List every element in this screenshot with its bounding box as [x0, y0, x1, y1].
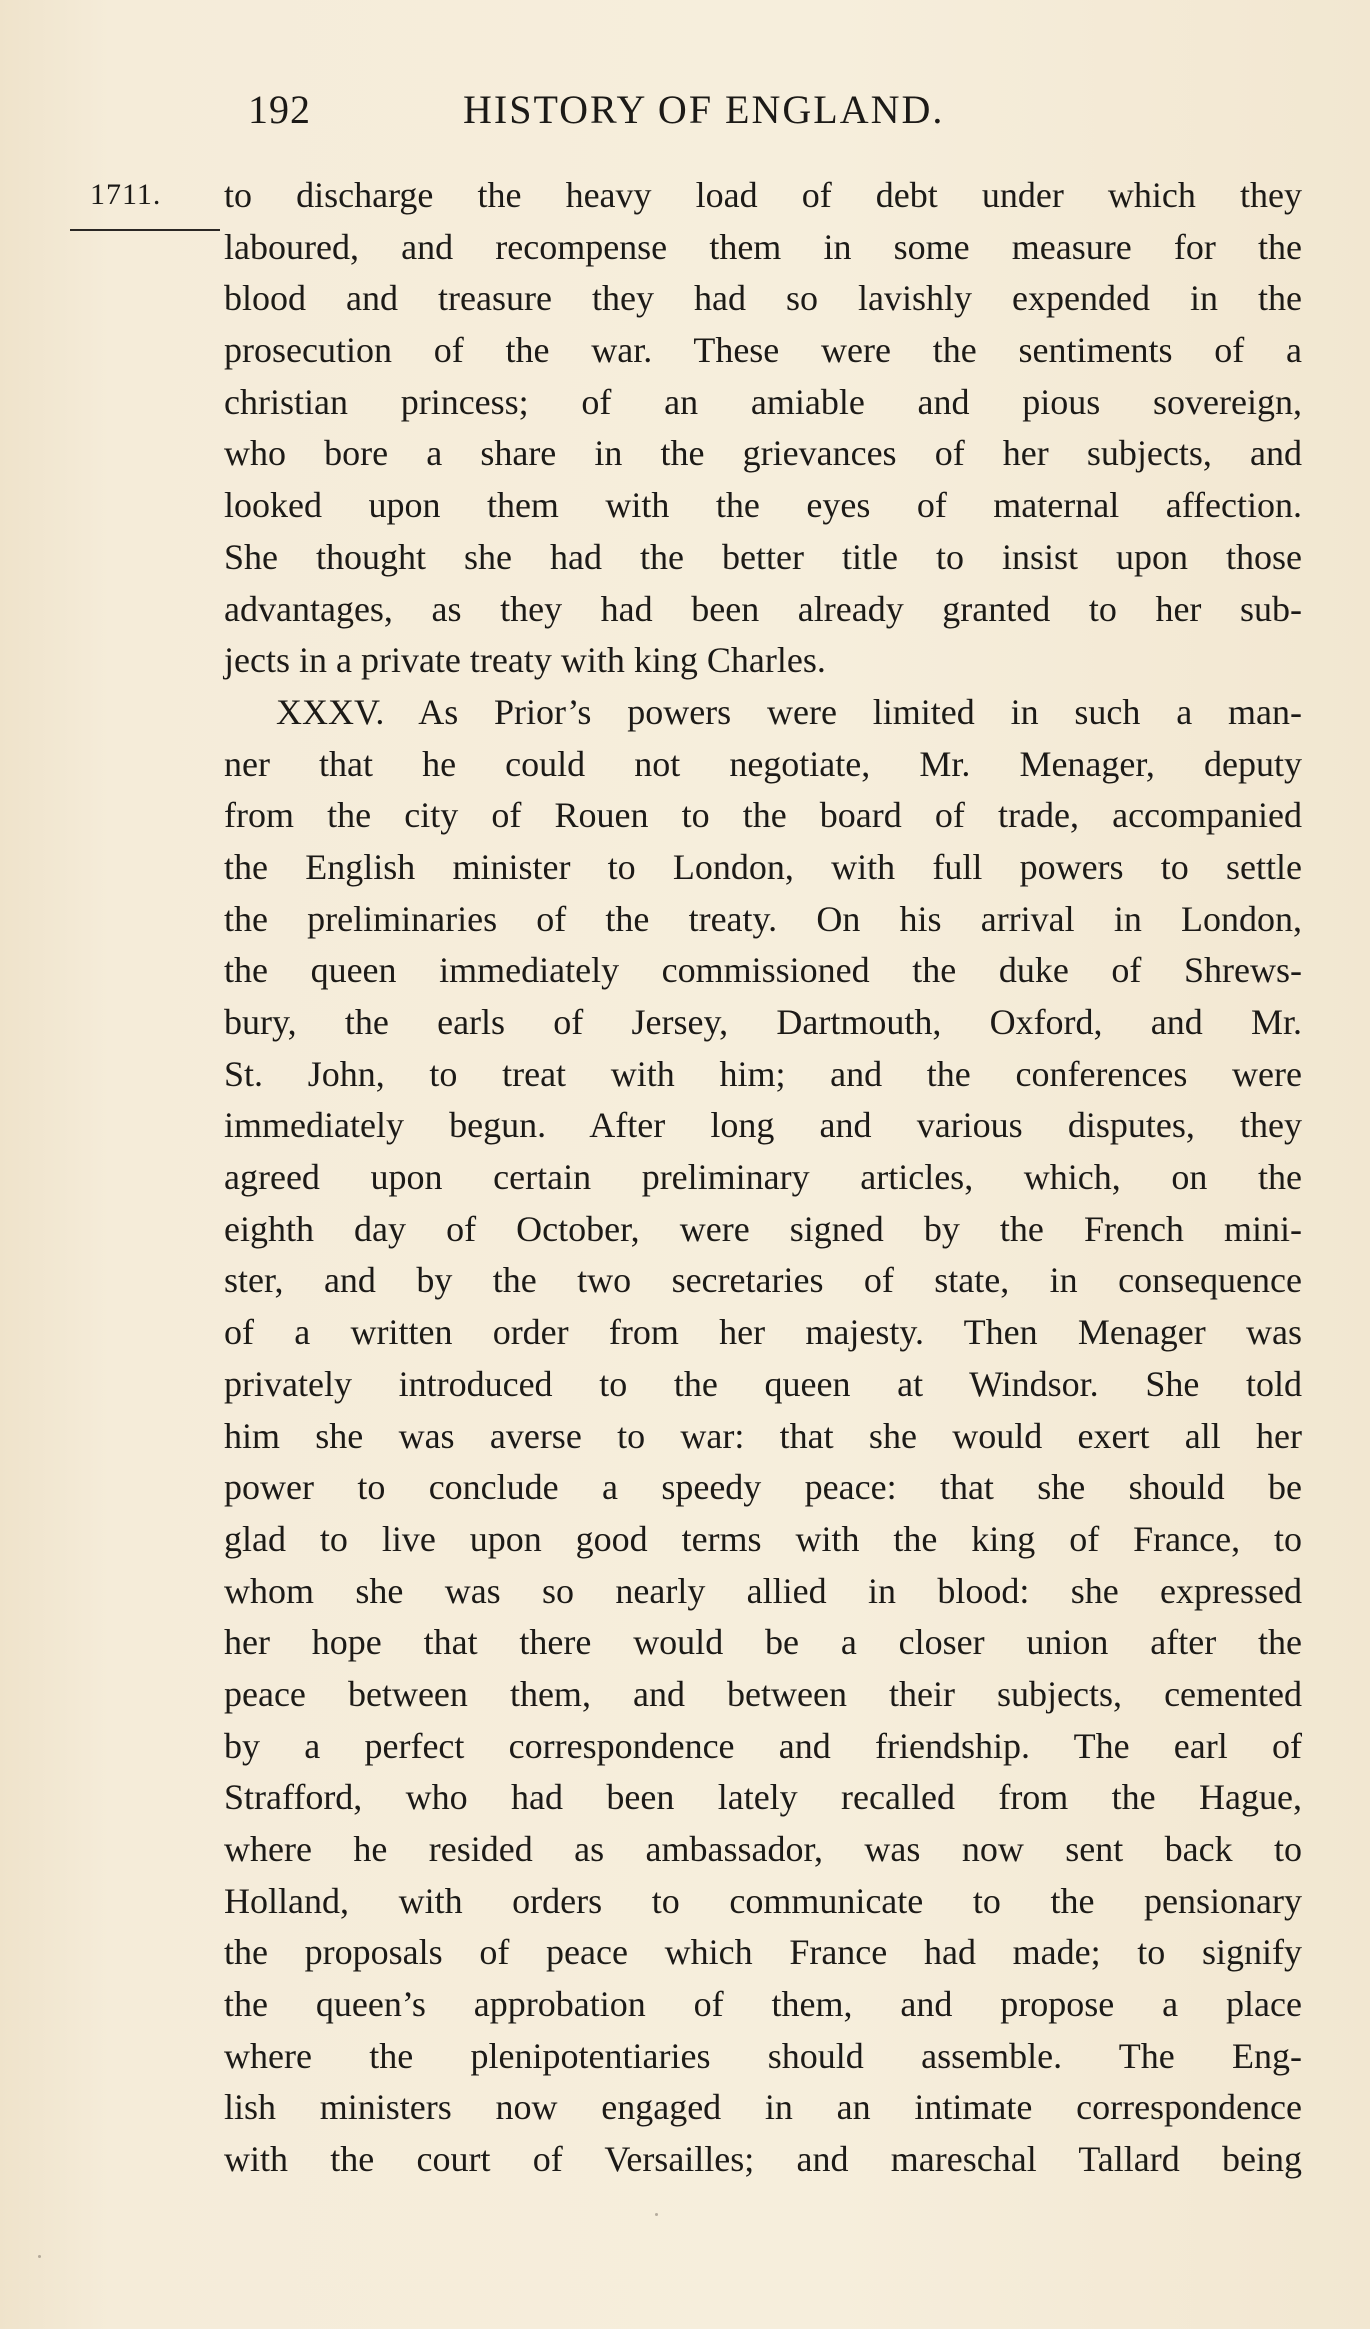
text-line: She thought she had the better title to insist upon those [224, 536, 1302, 577]
text-line: the queen immediately commissioned the duke of Shrews- [224, 950, 1302, 991]
body-text [224, 170, 1302, 2186]
text-line: St. John, to treat with him; and the conferences were [224, 1053, 1302, 1094]
text-line-section-start: XXXV. As Prior’s powers were limited in such a man- [276, 691, 1302, 732]
text-line: Holland, with orders to communicate to the pensionary [224, 1880, 1302, 1921]
text-line: with the court of Versailles; and mareschal Tallard being [224, 2139, 1302, 2180]
text-line: glad to live upon good terms with the king of France, to [224, 1518, 1302, 1559]
text-line: advantages, as they had been already granted to her sub- [224, 588, 1302, 629]
text-line: ner that he could not negotiate, Mr. Menager, deputy [224, 743, 1302, 784]
text-line: laboured, and recompense them in some measure for the [224, 226, 1302, 267]
page-number: 192 [248, 87, 311, 132]
text-line: ster, and by the two secretaries of state, in consequence [224, 1260, 1302, 1301]
text-line: where the plenipotentiaries should assemble. The Eng- [224, 2035, 1302, 2076]
text-line: looked upon them with the eyes of maternal affection. [224, 485, 1302, 526]
margin-rule [70, 229, 220, 231]
text-line: agreed upon certain preliminary articles, which, on the [224, 1157, 1302, 1198]
text-line: the preliminaries of the treaty. On his arrival in London, [224, 898, 1302, 939]
page-header [248, 86, 1073, 142]
text-line: by a perfect correspondence and friendship. The earl of [224, 1725, 1302, 1766]
text-line: christian princess; of an amiable and pious sovereign, [224, 381, 1302, 422]
text-line: eighth day of October, were signed by the French mini- [224, 1208, 1302, 1249]
text-line: peace between them, and between their subjects, cemented [224, 1673, 1302, 1714]
text-line: whom she was so nearly allied in blood: she expressed [224, 1570, 1302, 1611]
margin-year-note: 1711. [90, 178, 162, 211]
text-line: blood and treasure they had so lavishly expended in the [224, 278, 1302, 319]
text-line: of a written order from her majesty. Then Menager was [224, 1312, 1302, 1353]
text-line: bury, the earls of Jersey, Dartmouth, Oxford, and Mr. [224, 1002, 1302, 1042]
running-head-title: HISTORY OF ENGLAND. [463, 87, 945, 132]
text-line: from the city of Rouen to the board of trade, accompanied [224, 795, 1302, 836]
paper-speck [655, 2213, 658, 2216]
text-line: jects in a private treaty with king Charles. [224, 640, 826, 681]
text-line: him she was averse to war: that she would exert all her [224, 1415, 1302, 1456]
paper-speck [38, 2255, 41, 2258]
text-line: privately introduced to the queen at Windsor. She told [224, 1363, 1302, 1404]
text-line: the proposals of peace which France had made; to signify [224, 1932, 1302, 1973]
text-line: to discharge the heavy load of debt under which they [224, 175, 1302, 215]
text-line: the English minister to London, with full powers to settle [224, 846, 1302, 887]
text-line: the queen’s approbation of them, and propose a place [224, 1984, 1302, 2025]
text-line: power to conclude a speedy peace: that she should be [224, 1467, 1302, 1508]
text-line: where he resided as ambassador, was now sent back to [224, 1829, 1302, 1869]
text-line: her hope that there would be a closer union after the [224, 1622, 1302, 1663]
text-line: Strafford, who had been lately recalled from the Hague, [224, 1777, 1302, 1818]
text-line: who bore a share in the grievances of her subjects, and [224, 433, 1302, 474]
text-line: prosecution of the war. These were the sentiments of a [224, 330, 1302, 371]
text-line: lish ministers now engaged in an intimate correspondence [224, 2087, 1302, 2128]
text-line: immediately begun. After long and various disputes, they [224, 1105, 1302, 1146]
